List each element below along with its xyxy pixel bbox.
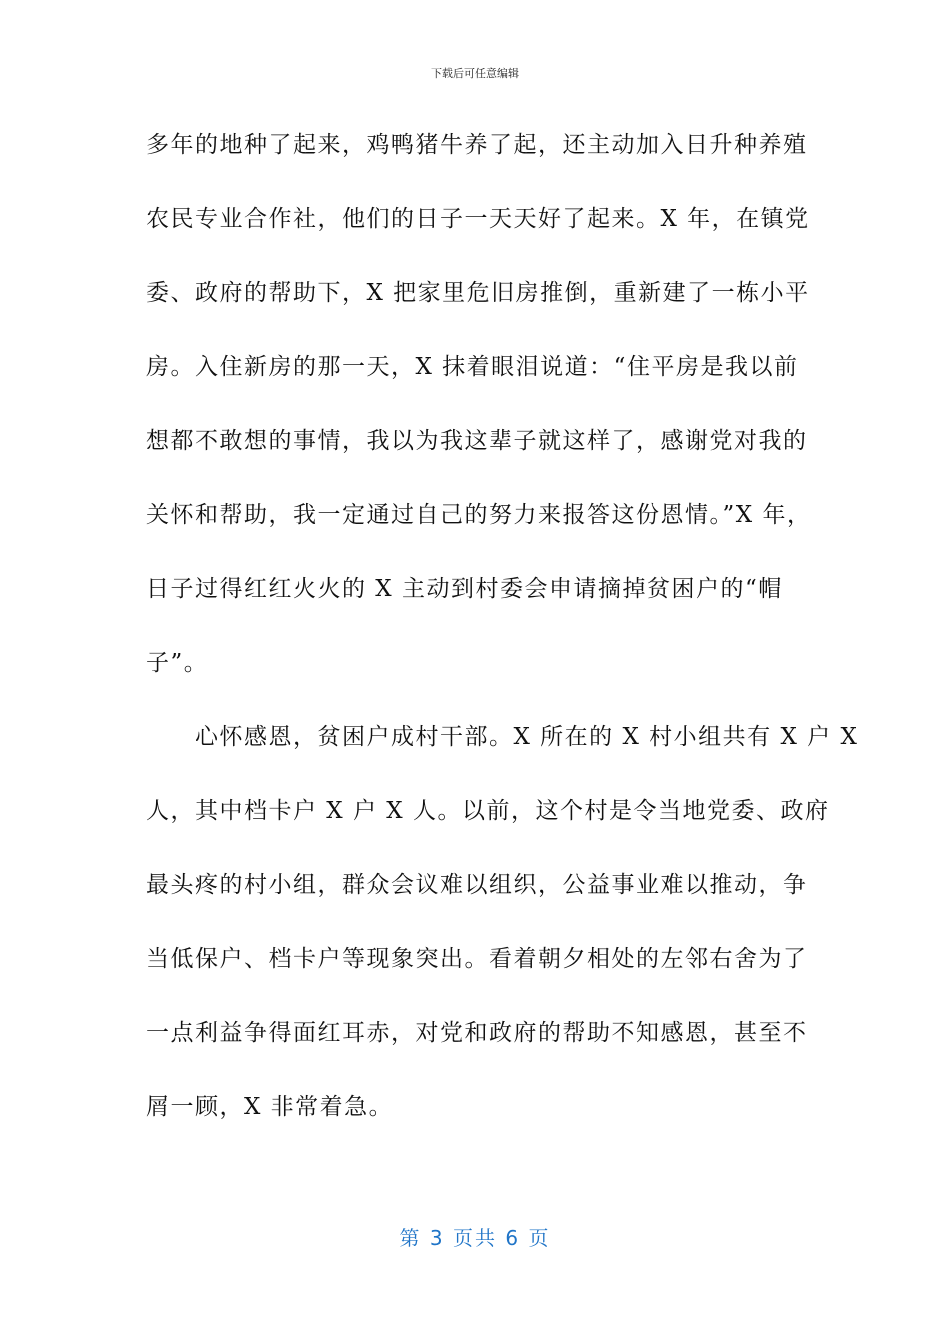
footer-middle: 页共: [453, 1226, 497, 1250]
body-line: 子”。: [146, 650, 209, 676]
total-pages-number: 6: [505, 1226, 521, 1250]
page-header: 下载后可任意编辑: [431, 67, 519, 80]
body-line: 多年的地种了起来，鸡鸭猪牛养了起，还主动加入日升种养殖: [146, 132, 808, 158]
body-line: 人，其中档卡户 X 户 X 人。以前，这个村是令当地党委、政府: [146, 798, 830, 824]
paragraph-start-line: 心怀感恩，贫困户成村干部。X 所在的 X 村小组共有 X 户 X: [146, 724, 859, 750]
body-line: 房。入住新房的那一天，X 抹着眼泪说道：“住平房是我以前: [146, 354, 799, 380]
body-line: 日子过得红红火火的 X 主动到村委会申请摘掉贫困户的“帽: [146, 576, 783, 602]
body-line: 想都不敢想的事情，我以为我这辈子就这样了，感谢党对我的: [146, 428, 808, 454]
body-line: 当低保户、档卡户等现象突出。看着朝夕相处的左邻右舍为了: [146, 946, 808, 972]
footer-prefix: 第: [399, 1226, 422, 1250]
document-body: [146, 120, 859, 1156]
current-page-number: 3: [429, 1226, 445, 1250]
body-line: 委、政府的帮助下，X 把家里危旧房推倒，重新建了一栋小平: [146, 280, 810, 306]
body-line: 关怀和帮助，我一定通过自己的努力来报答这份恩情。”X 年，: [146, 502, 812, 528]
body-line: 最头疼的村小组，群众会议难以组织，公益事业难以推动，争: [146, 872, 808, 898]
body-line: 一点利益争得面红耳赤，对党和政府的帮助不知感恩，甚至不: [146, 1020, 808, 1046]
page-number-footer: [0, 1226, 950, 1250]
body-line: 屑一顾，X 非常着急。: [146, 1094, 394, 1120]
footer-suffix: 页: [528, 1226, 551, 1250]
body-line: 农民专业合作社，他们的日子一天天好了起来。X 年，在镇党: [146, 206, 810, 232]
